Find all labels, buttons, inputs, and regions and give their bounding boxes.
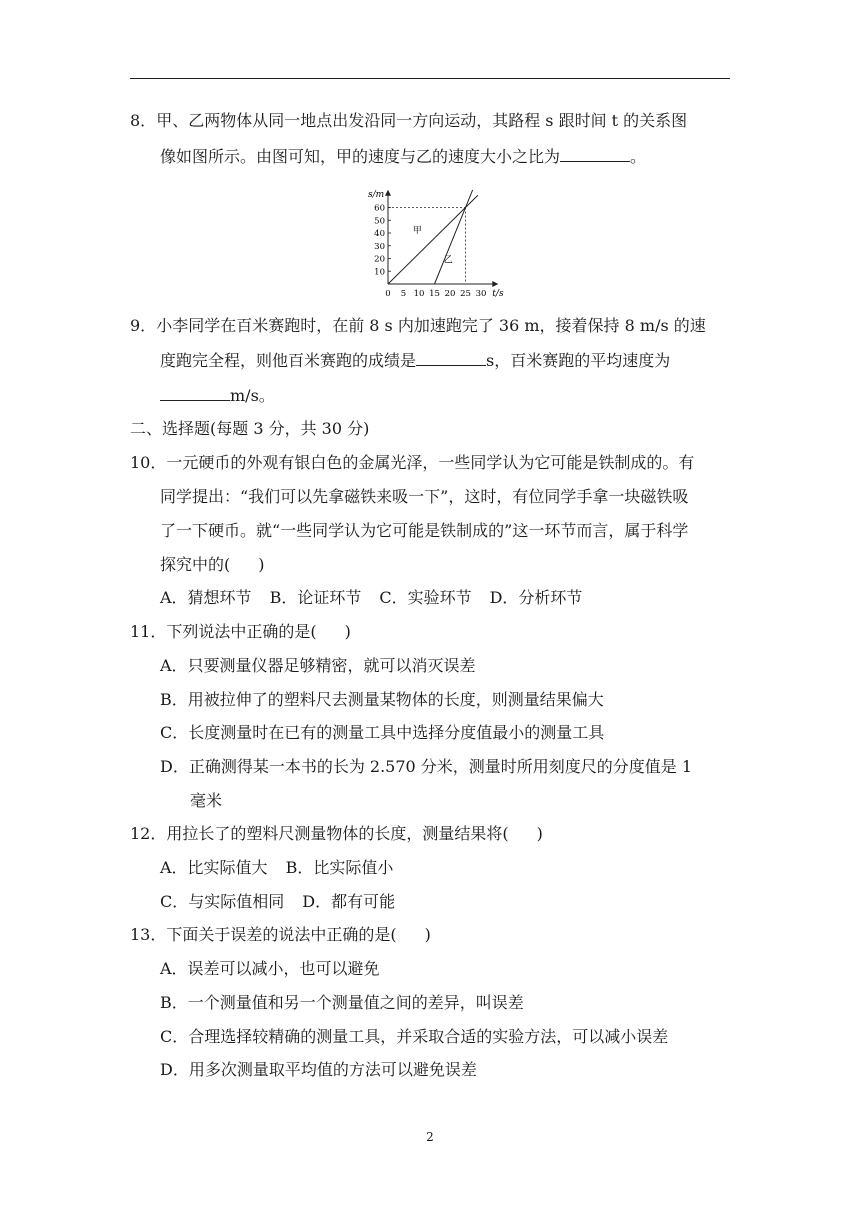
q9-line1 xyxy=(130,315,706,337)
y-tick-label: 30 xyxy=(374,241,385,252)
q11-option-d-cont: 毫米 xyxy=(190,791,223,810)
q10-option-d[interactable]: D．分析环节 xyxy=(489,588,583,607)
x-tick-label: 0 xyxy=(385,289,391,299)
y-axis-arrow xyxy=(385,190,391,196)
st-graph xyxy=(355,170,515,300)
x-axis-label: t/s xyxy=(492,289,504,299)
q9-text-2: 度跑完全程，则他百米赛跑的成绩是 xyxy=(160,351,417,370)
q12-stem xyxy=(130,823,543,845)
x-axis-arrow xyxy=(492,281,498,287)
q8-answer-blank[interactable] xyxy=(560,145,630,162)
q9-text-3: m/s。 xyxy=(230,386,275,405)
y-axis-label: s/m xyxy=(368,189,385,200)
x-tick-label: 15 xyxy=(429,289,440,299)
q8-text-2-end: 。 xyxy=(630,147,647,166)
x-tick-label: 30 xyxy=(475,289,487,299)
q12-option-a[interactable]: A．比实际值大 xyxy=(160,858,268,877)
q12-options-row2 xyxy=(160,891,395,913)
q12-number: 12． xyxy=(130,824,167,843)
q8-text-1: 甲、乙两物体从同一地点出发沿同一方向运动，其路程 s 跟时间 t 的关系图 xyxy=(156,111,688,130)
q10-option-c[interactable]: C．实验环节 xyxy=(379,588,472,607)
q9-text-1: 小李同学在百米赛跑时，在前 8 s 内加速跑完了 36 m，接着保持 8 m/s 的速 xyxy=(156,316,706,335)
q13-stem xyxy=(130,924,431,946)
q13-option-c[interactable]: C．合理选择较精确的测量工具，并采取合适的实验方法，可以减小误差 xyxy=(160,1027,669,1046)
y-tick-label: 40 xyxy=(374,229,385,239)
q10-line3: 了一下硬币。就“一些同学认为它可能是铁制成的”这一环节而言，属于科学 xyxy=(160,521,689,540)
q10-text-4: 探究中的( xyxy=(160,555,231,574)
y-tick-label: 10 xyxy=(374,267,385,278)
q10-paren-close: ) xyxy=(258,555,265,574)
q9-time-blank[interactable] xyxy=(416,349,486,366)
q12-options-row1 xyxy=(160,857,393,879)
header-rule xyxy=(130,78,730,79)
series-line-jia xyxy=(388,195,478,284)
q13-option-a[interactable]: A．误差可以减小，也可以避免 xyxy=(160,959,380,978)
q9-text-2b: s，百米赛跑的平均速度为 xyxy=(486,351,671,370)
q10-option-a[interactable]: A．猜想环节 xyxy=(160,588,252,607)
y-tick-label: 60 xyxy=(374,203,385,214)
q12-option-c[interactable]: C．与实际值相同 xyxy=(160,892,285,911)
q9-number: 9． xyxy=(130,316,157,335)
q11-option-a[interactable]: A．只要测量仪器足够精密，就可以消灭误差 xyxy=(160,656,476,675)
q10-line4 xyxy=(160,554,265,576)
x-tick-label: 5 xyxy=(400,289,407,299)
q11-stem xyxy=(130,621,351,643)
q13-option-d[interactable]: D．用多次测量取平均值的方法可以避免误差 xyxy=(160,1060,477,1079)
q8-number: 8． xyxy=(130,111,157,130)
q13-option-b[interactable]: B．一个测量值和另一个测量值之间的差异，叫误差 xyxy=(160,993,524,1012)
y-tick-label: 20 xyxy=(374,254,385,265)
q8-line2 xyxy=(160,145,646,168)
x-tick-label: 10 xyxy=(413,289,425,299)
section-title: 二、选择题(每题 3 分，共 30 分) xyxy=(130,419,370,438)
x-tick-label: 25 xyxy=(460,289,471,299)
series-line-yi xyxy=(435,190,473,284)
q11-option-c[interactable]: C．长度测量时在已有的测量工具中选择分度值最小的测量工具 xyxy=(160,723,605,742)
page-number: 2 xyxy=(426,1130,434,1144)
q12-option-b[interactable]: B．比实际值小 xyxy=(285,858,394,877)
x-tick-label: 20 xyxy=(444,289,456,299)
q9-speed-blank[interactable] xyxy=(160,384,230,401)
q12-option-d[interactable]: D．都有可能 xyxy=(302,892,396,911)
q11-paren-close: ) xyxy=(344,622,351,641)
q10-line2: 同学提出：“我们可以先拿磁铁来吸一下”，这时，有位同学手拿一块磁铁吸 xyxy=(160,487,689,506)
series-label: 乙 xyxy=(443,255,453,266)
q9-line2 xyxy=(160,349,670,372)
q10-line1 xyxy=(130,452,694,474)
q11-option-d[interactable]: D．正确测得某一本书的长为 2.570 分米，测量时所用刻度尺的分度值是 1 xyxy=(160,757,693,776)
q13-text: 下面关于误差的说法中正确的是( xyxy=(166,925,397,944)
q8-line1 xyxy=(130,110,687,132)
q9-line3 xyxy=(160,384,275,407)
q10-number: 10． xyxy=(130,453,167,472)
q10-text-1: 一元硬币的外观有银白色的金属光泽，一些同学认为它可能是铁制成的。有 xyxy=(166,453,695,472)
q10-option-b[interactable]: B．论证环节 xyxy=(269,588,362,607)
q10-options xyxy=(160,587,582,609)
q11-text: 下列说法中正确的是( xyxy=(166,622,317,641)
q13-number: 13． xyxy=(130,925,167,944)
q12-text: 用拉长了的塑料尺测量物体的长度，测量结果将( xyxy=(166,824,509,843)
series-label: 甲 xyxy=(412,226,422,236)
q13-paren-close: ) xyxy=(424,925,431,944)
q12-paren-close: ) xyxy=(536,824,543,843)
q11-option-b[interactable]: B．用被拉伸了的塑料尺去测量某物体的长度，则测量结果偏大 xyxy=(160,690,604,709)
q11-number: 11． xyxy=(130,622,167,641)
y-tick-label: 50 xyxy=(374,216,385,227)
q8-text-2: 像如图所示。由图可知，甲的速度与乙的速度大小之比为 xyxy=(160,147,561,166)
